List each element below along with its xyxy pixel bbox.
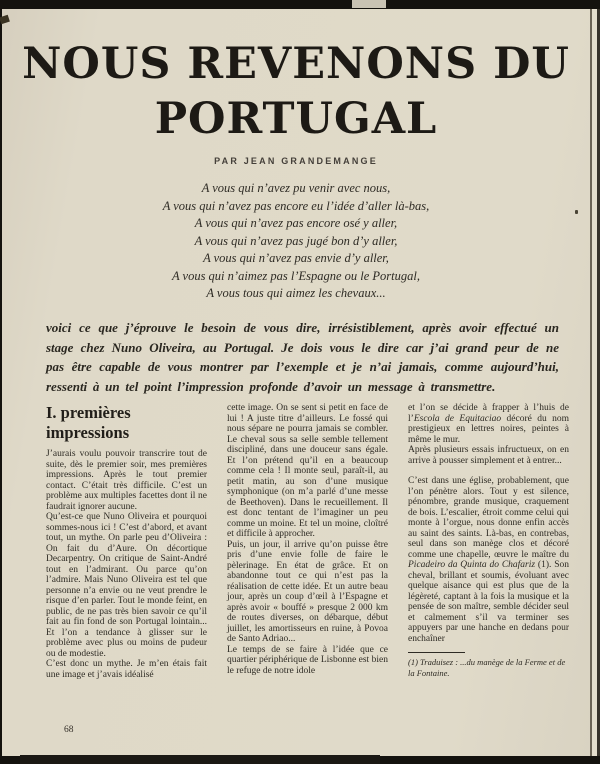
dedication-line: A vous qui n’avez pu venir avec nous, (201, 181, 391, 195)
dedication-line: A vous qui n’avez pas jugé bon d’y aller, (194, 233, 398, 248)
paragraph-text: (1). Son cheval, brillant et soumis, évoluant avec quelque aisance qui est plus que de la légèreté, captant à la fois la musique et la pensée de son maître, semble décider seul et calmement s’il va terminer ses appuyers par une hanche en dedans pour enchaîner (408, 560, 569, 644)
body-paragraph: Qu’est-ce que Nuno Oliveira et pourquoi sommes-nous ici ! C’est d’abord, et avant tout, un mythe. On parle peu d’Oliveira : On fait du d’Aure. On décortique Decarpentry. On critique de Saint-André tout en l’admirant. Ou parce qu’on l’admire. Mais Nuno Oliveira est tel que personne n’a envie ou ne veut prendre le risque d’en parler. Tout le monde feint, en public, de ne pas très bien savoir ce qu’il fait au fin fond de son Portugal lointain... Et l’on a tendance à glisser sur le problème avec plus ou moins de pudeur ou de modestie. (46, 512, 207, 659)
body-paragraph: Le temps de se faire à l’idée que ce quartier périphérique de Lisbonne est bien le refuge de notre idole (227, 644, 388, 676)
dedication-line: A vous qui n’aimez pas l’Espagne ou le Portugal, (171, 268, 420, 283)
adjacent-page-edge (590, 9, 600, 756)
dedication-line: A vous qui n’avez pas envie d’y aller, (203, 251, 389, 265)
column-3 (408, 403, 569, 680)
section-heading-line: impressions (46, 423, 130, 442)
article-body-columns (46, 403, 570, 680)
body-paragraph (408, 476, 569, 644)
footnote (408, 652, 569, 679)
paragraph-text: C’est dans une église, probablement, que l’on pénètre alors. Tout y est silence, pénombre, grande musique, craquement de bois. L’escalier, étroit comme celui qui monte à l’orgue, nous donne enfin accès au saint des saints. Là-bas, en contrebas, seul dans son manège clos et décoré comme une chapelle, œuvre le maître du (408, 476, 569, 560)
body-paragraph (408, 403, 569, 445)
dedication-line: A vous tous qui aimez les chevaux... (206, 286, 386, 300)
magazine-page (2, 9, 590, 756)
lead-paragraph: voici ce que j’éprouve le besoin de vous dire, irrésistiblement, après avoir effectué un stage chez Nuno Oliveira, au Portugal. Je dois vous le dire car j’ai grand peur de ne pas être capable de vous montrer par l’exemple et je n’ai jamais, comme aujourd’hui, ressenti à un tel point l’impression profonde d’avoir un message à transmettre. (46, 320, 559, 394)
body-paragraph: cette image. On se sent si petit en face de lui ! A juste titre d’ailleurs. Le fossé qui nous sépare ne pourra jamais se combler. Le cheval sous sa selle semble tellement discipliné, dans une douceur sans égale. Et l’on prétend qu’il en a beaucoup comme cela ! Il monte seul, paraît-il, au petit matin, au son d’une musique symphonique (on m’a parlé d’une messe de Beethoven). Dans le recueillement. Il est donc tentant de l’imaginer un peu comme un moine. Et tel un moine, cloîtré et difficile à approcher. (227, 403, 388, 539)
body-paragraph: C’est donc un mythe. Je m’en étais fait une image et j’avais idéalisé (46, 659, 207, 680)
paragraph-text: et l’on se décide à frapper à l’huis de l’ (408, 403, 569, 424)
dedication-line: A vous qui n’avez pas encore eu l’idée d’aller là-bas, (162, 198, 430, 213)
scan-artifact-bottom (20, 755, 380, 764)
dedication-poem (2, 180, 590, 303)
article-title (2, 37, 590, 147)
dedication-line: A vous qui n’avez pas encore osé y aller, (194, 216, 398, 230)
italic-title-picadeiro: Picadeiro da Quinta do Chafariz (408, 560, 536, 570)
body-paragraph: J’aurais voulu pouvoir transcrire tout de suite, dès le premier soir, mes premières impressions. Après le tout premier contact. C’était très difficile. C’est un problème aux multiples facettes dont il ne faudrait ignorer aucune. (46, 449, 207, 512)
footnote-text: (1) Traduisez : ...du manège de la Ferme et de la Fontaine. (408, 657, 566, 678)
title-line-1: NOUS REVENONS DU (22, 39, 570, 89)
byline: PAR JEAN GRANDEMANGE (214, 156, 378, 166)
page-number: 68 (64, 725, 74, 735)
footnote-divider (408, 652, 465, 653)
paragraph-text: décoré du nom prestigieux en lettres noires, peintes à même le mur. (408, 413, 570, 445)
scan-artifact-top (352, 0, 386, 8)
body-paragraph: Après plusieurs essais infructueux, on en arrive à pousser simplement et à entrer... (408, 445, 569, 466)
column-2 (227, 403, 388, 680)
column-1 (46, 403, 207, 680)
scan-speck (575, 210, 578, 214)
italic-title-escola: Escola de Equitaciao (413, 413, 502, 424)
body-paragraph: Puis, un jour, il arrive qu’on puisse être pris d’une envie folle de faire le pèlerinage. En état de grâce. Et on abandonne tout ce qui n’est pas la réalisation de cette idée. Et un autre beau jour, après un coup d’œil à l’Espagne et après avoir « bouffé » presque 2 000 km de routes diverses, on débarque, début juillet, les amortisseurs en ruine, à Povoa de Santo Adriao... (227, 539, 388, 644)
section-heading-line: I. premières (46, 403, 131, 422)
title-line-2: PORTUGAL (154, 94, 438, 144)
section-heading (46, 403, 207, 443)
